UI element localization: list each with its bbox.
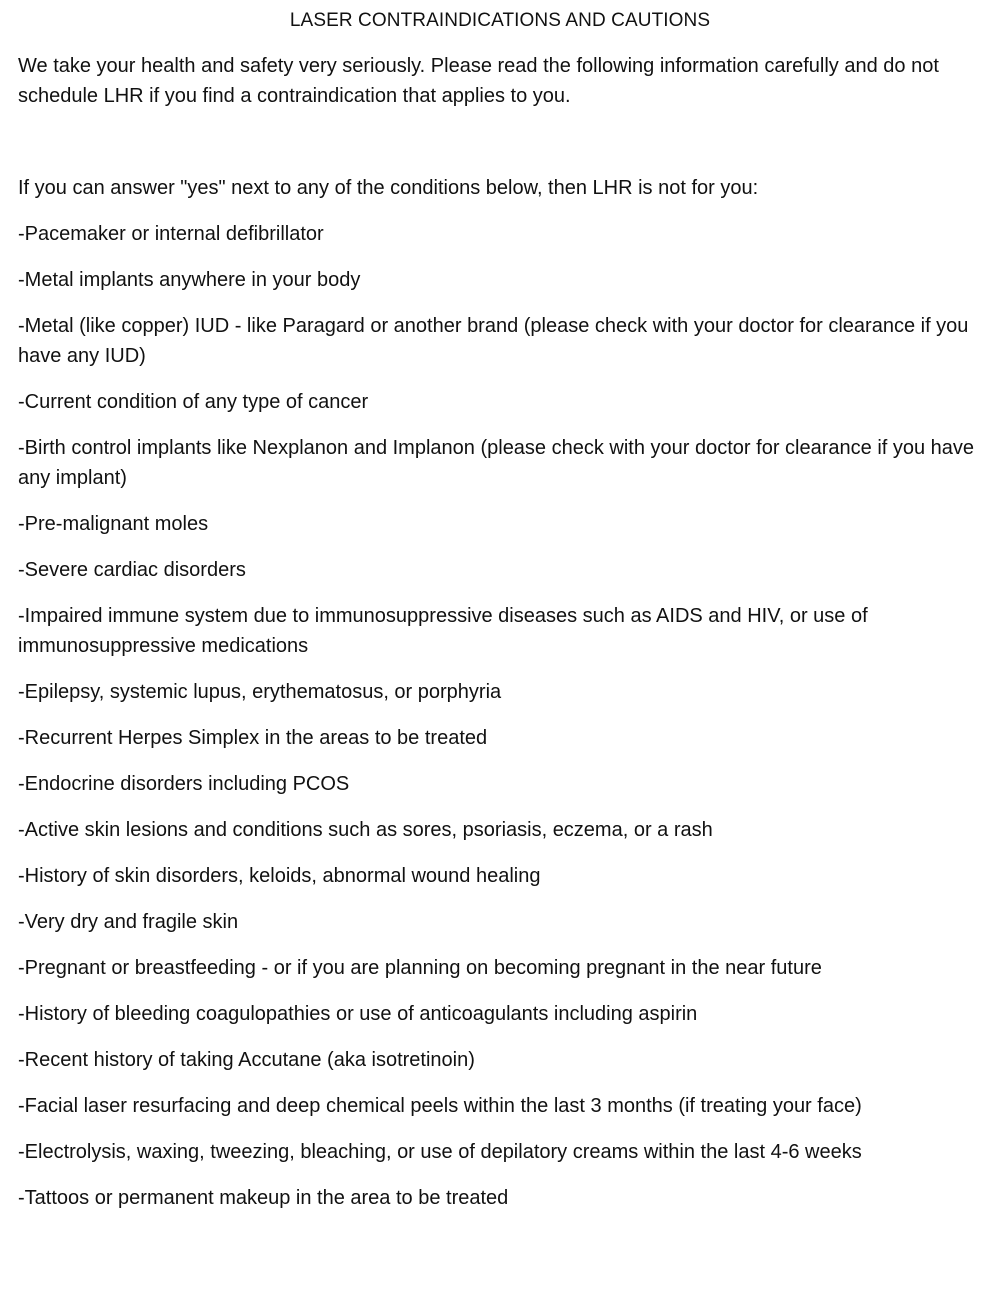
list-item: -Current condition of any type of cancer (18, 391, 369, 413)
list-item: -Tattoos or permanent makeup in the area to be treated (18, 1187, 509, 1209)
list-item: -Pacemaker or internal defibrillator (18, 223, 324, 245)
list-item: -Electrolysis, waxing, tweezing, bleaching, or use of depilatory creams within the last 4-6 weeks (18, 1141, 862, 1163)
intro-paragraph: We take your health and safety very seriously. Please read the following information carefully and do not schedule LHR if you find a contraindication that applies to you. (18, 55, 939, 107)
list-item: -Facial laser resurfacing and deep chemical peels within the last 3 months (if treating your face) (18, 1095, 862, 1117)
list-item: -Recent history of taking Accutane (aka isotretinoin) (18, 1049, 475, 1071)
list-item: -Recurrent Herpes Simplex in the areas to be treated (18, 727, 488, 749)
list-item: -Impaired immune system due to immunosuppressive diseases such as AIDS and HIV, or use of immunosuppressive medications (18, 605, 868, 657)
list-item: -History of bleeding coagulopathies or use of anticoagulants including aspirin (18, 1003, 698, 1025)
list-item: -Epilepsy, systemic lupus, erythematosus, or porphyria (18, 681, 502, 703)
list-item: -Active skin lesions and conditions such as sores, psoriasis, eczema, or a rash (18, 819, 713, 841)
contraindication-list (18, 219, 982, 1213)
list-item: -Very dry and fragile skin (18, 911, 239, 933)
list-item: -Severe cardiac disorders (18, 559, 246, 581)
list-item: -Birth control implants like Nexplanon and Implanon (please check with your doctor for clearance if you have any implant) (18, 437, 975, 489)
list-item: -Endocrine disorders including PCOS (18, 773, 350, 795)
list-item: -Pre-malignant moles (18, 513, 209, 535)
lead-paragraph: If you can answer "yes" next to any of the conditions below, then LHR is not for you: (18, 177, 759, 199)
list-item: -History of skin disorders, keloids, abnormal wound healing (18, 865, 541, 887)
list-item: -Pregnant or breastfeeding - or if you are planning on becoming pregnant in the near future (18, 957, 822, 979)
document-title: LASER CONTRAINDICATIONS AND CAUTIONS (289, 10, 711, 31)
list-item: -Metal implants anywhere in your body (18, 269, 361, 291)
list-item: -Metal (like copper) IUD - like Paragard or another brand (please check with your doctor for clearance if you have any IUD) (18, 315, 969, 367)
